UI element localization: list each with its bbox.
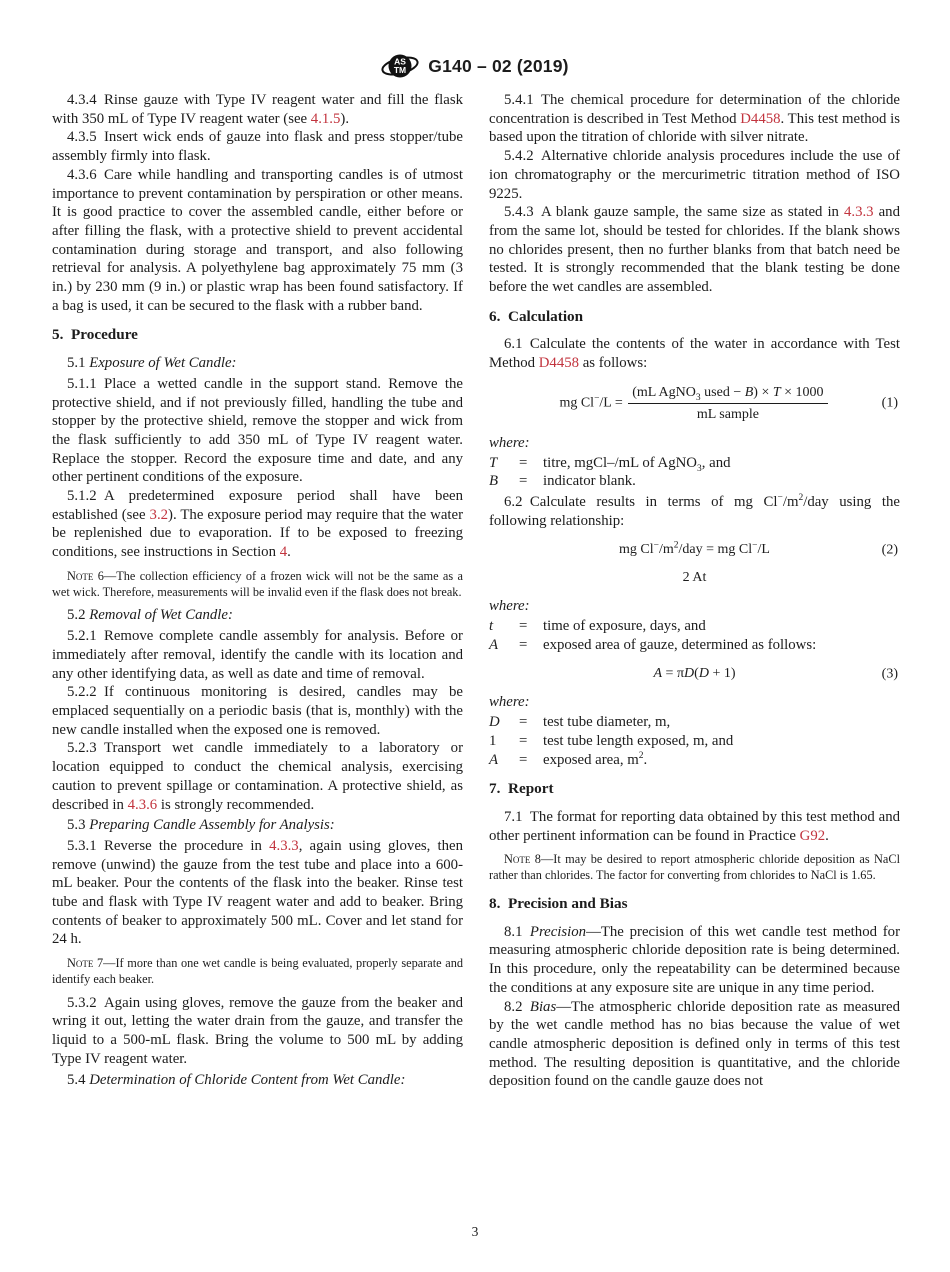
text-segment: /L = (599, 395, 627, 411)
text-segment: 2 (638, 750, 644, 761)
text-segment: D (489, 714, 500, 731)
text-segment: 5.3.1 Reverse the procedure in (67, 837, 270, 854)
paragraph (489, 998, 900, 1092)
text-segment: A (653, 666, 663, 682)
text-segment: 3 (697, 463, 702, 474)
text-segment: Preparing Candle Assembly for Analysis: (89, 817, 335, 834)
paragraph (52, 128, 463, 165)
paragraph (52, 166, 463, 316)
paragraph (52, 739, 463, 814)
text-segment: Note 6— (67, 568, 117, 583)
text-segment: A (489, 751, 499, 768)
paragraph (489, 923, 900, 998)
equals-sign: = (519, 636, 528, 653)
text-segment: 6.2 Calculate results in terms of mg Cl (504, 493, 778, 510)
text-segment: D (684, 666, 695, 682)
paragraph (52, 994, 463, 1069)
text-segment: Determination of Chloride Content from Wet Candle: (89, 1071, 406, 1088)
equals-sign: = (519, 454, 528, 471)
cross-reference-link[interactable]: 4.1.5 (310, 110, 341, 127)
paragraph (52, 816, 463, 835)
text-segment: 5.1.1 Place a wetted candle in the support stand. Remove the protective shield, and if not previously filled, handling the tube and stopper by the protective shield, remove the stopper and wick from the flask sufficiently to add 350 mL of Type IV reagent water. Replace the stopper. Record the exposure time and date, and any other pertinent conditions of the exposure. (52, 375, 463, 486)
note (52, 956, 463, 988)
paragraph (52, 1071, 463, 1090)
text-segment: If more than one wet candle is being evaluated, properly separate and identify each beaker. (52, 956, 463, 986)
text-segment: where: (489, 434, 530, 451)
svg-text:AS: AS (394, 56, 407, 67)
paragraph (52, 837, 463, 949)
two-column-body (52, 91, 900, 1091)
equation (489, 569, 900, 586)
section-heading: 5. Procedure (52, 326, 138, 344)
paragraph (52, 627, 463, 683)
cross-reference-link[interactable]: 3.2 (149, 506, 169, 523)
text-segment: 4.3.4 Rinse gauze with Type IV reagent water and fill the flask with 350 mL of Type IV reagent water (see (52, 92, 463, 127)
text-segment: time of exposure, days, and (543, 618, 706, 635)
paragraph (52, 91, 463, 128)
text-segment: Exposure of Wet Candle: (89, 355, 237, 372)
definition-term (489, 751, 519, 770)
text-segment: The collection efficiency of a frozen wick will not be the same as a wet wick. Therefore, measurements will be invalid even if the flask does not break. (52, 568, 463, 599)
text-segment: Bias (529, 998, 557, 1015)
paragraph (489, 203, 900, 297)
definition-list (489, 617, 900, 654)
page-number: 3 (471, 1224, 479, 1239)
note (52, 569, 463, 601)
definition-term (489, 636, 519, 655)
text-segment: × 1000 (780, 384, 824, 400)
equals-sign: = (519, 732, 528, 749)
text-segment: used − (700, 384, 745, 400)
text-segment: . (643, 751, 648, 768)
text-segment: test tube length exposed, m, and (543, 732, 734, 749)
text-segment: 7.1 The format for reporting data obtained by this test method and other pertinent information can be found in Practice (489, 808, 900, 844)
page-footer (0, 1224, 950, 1240)
text-segment: 8.2 (504, 998, 530, 1015)
text-segment: A (489, 636, 499, 653)
text-segment: B (489, 473, 499, 490)
text-segment: = π (662, 666, 685, 682)
section-heading: 7. Report (489, 780, 554, 798)
equation-body (559, 384, 829, 423)
text-segment: 8.1 (504, 923, 530, 940)
text-segment: /m (782, 493, 799, 510)
text-segment: 5.4.2 Alternative chloride analysis procedures include the use of ion chromatography or the mercurimetric titration method of ISO 9225. (489, 148, 900, 202)
text-segment: /L (757, 542, 770, 558)
text-segment: 5.2.1 Remove complete candle assembly for analysis. Before or immediately after removal, identify the candle with its location and any other identifying data, as well as date and time of removal. (52, 628, 463, 682)
text-segment: as follows: (579, 355, 648, 372)
text-segment: (mL AgNO (632, 384, 696, 400)
cross-reference-link[interactable]: G92 (799, 827, 826, 844)
equals-sign: = (519, 618, 528, 635)
equation-body (653, 665, 735, 682)
text-segment: . (287, 544, 291, 561)
paragraph (489, 147, 900, 203)
paragraph (52, 354, 463, 373)
text-segment: Note 7— (67, 956, 116, 971)
paragraph (489, 693, 900, 712)
fraction (628, 384, 827, 423)
text-segment: 2 (798, 493, 804, 504)
svg-text:TM: TM (394, 65, 407, 75)
text-segment: 2 At (682, 570, 707, 586)
astm-logo-icon (381, 50, 419, 82)
text-segment: is strongly recommended. (157, 796, 315, 813)
text-segment: − (653, 540, 659, 551)
definition-text (543, 751, 900, 770)
text-segment: /day using the following relationship: (489, 493, 900, 529)
text-segment: 4.3.6 Care while handling and transporting candles is of utmost importance to prevent contamination by perspiration or other means. It is good practice to cover the assembled candle, either before or after filling the flask, with a protective shield to prevent accidental contamination during storage and transport, and also following retrieval for analysis. A polyethylene bag approximately 75 mm (3 in.) by 230 mm (9 in.) or plastic wrap has been found satisfactory. If a bag is used, it can be secured to the flask with a rubber band. (52, 166, 463, 314)
text-segment: /m (659, 542, 674, 558)
page-header (0, 50, 950, 82)
text-segment: 5.4.3 A blank gauze sample, the same size as stated in (504, 204, 844, 221)
definition-text (543, 732, 900, 751)
text-segment: + 1) (708, 666, 736, 682)
cross-reference-link[interactable]: 4.3.3 (269, 837, 299, 854)
text-segment: 5.3 (67, 817, 90, 834)
text-segment: Removal of Wet Candle: (89, 607, 233, 624)
text-segment: 5.2.3 Transport wet candle immediately to a laboratory or location equipped to conduct the chemical analysis, exercising caution to prevent spillage or contamination. A protective shield, as described in (52, 740, 463, 813)
text-segment: B (744, 384, 754, 400)
definition-term (489, 472, 519, 491)
definition-term (489, 617, 519, 636)
definition-term (489, 732, 519, 751)
text-segment: − (752, 540, 758, 551)
text-segment: 2 (673, 540, 679, 551)
text-segment: titre, mgCl–/mL of AgNO (543, 454, 697, 471)
definition-text (543, 713, 900, 732)
paragraph (489, 335, 900, 372)
equation-body (619, 541, 770, 558)
definition-term (489, 454, 519, 473)
text-segment: . (825, 827, 829, 844)
text-segment: exposed area of gauze, determined as follows: (543, 636, 817, 653)
equals-sign: = (519, 473, 528, 490)
text-segment: where: (489, 694, 530, 711)
paragraph (489, 597, 900, 616)
definition-text (543, 454, 900, 473)
equation-number: (1) (881, 395, 898, 411)
text-segment: It may be desired to report atmospheric chloride deposition as NaCl rather than chlorides. The factor for converting from chlorides to NaCl is 1.65. (489, 852, 900, 883)
note (489, 852, 900, 884)
paragraph (52, 487, 463, 562)
text-segment: . This test method is based upon the titration of chloride with silver nitrate. (489, 110, 901, 146)
text-segment: ). (340, 110, 350, 127)
definition-text (543, 472, 900, 491)
text-segment: and from the same lot, should be tested for chlorides. If the blank shows no chlorides present, then no further blanks from that batch need be tested. It is strongly recommended that the blank testing be done before the wet candles are assembled. (489, 204, 900, 296)
text-segment: where: (489, 598, 530, 615)
right-column (489, 91, 900, 1091)
fraction-denominator (628, 403, 827, 423)
paragraph (52, 375, 463, 487)
text-segment: T (772, 384, 781, 400)
paragraph (489, 808, 900, 845)
text-segment: , again using gloves, then remove (unwind) the gauze from the test tube and place into a 600-mL beaker. Pour the contents of the flask into the beaker. Rinse test tube and flask with Type IV reagent water and add to beaker. Bring contents of beaker to approximately 500 mL. Cover and let stand for 24 h. (52, 837, 463, 948)
text-segment: 4.3.5 Insert wick ends of gauze into flask and press stopper/tube assembly firmly into flask. (52, 129, 463, 165)
fraction-numerator (628, 384, 827, 403)
cross-reference-link[interactable]: D4458 (740, 110, 781, 127)
definition-text (543, 636, 900, 655)
cross-reference-link[interactable]: 4.3.3 (843, 204, 874, 221)
section-heading: 8. Precision and Bias (489, 894, 628, 912)
text-segment: 5.2 (67, 607, 90, 624)
paragraph (52, 606, 463, 625)
equation (489, 384, 900, 423)
definition-term (489, 713, 519, 732)
text-segment: —The precision of this wet candle test method for measuring atmospheric chloride deposition rate is being determined. In this procedure, only the repeatability can be determined because the conditions at any exposure site are unique in any time period. (489, 923, 900, 996)
text-segment: mg Cl (619, 542, 654, 558)
text-segment: mg Cl (559, 395, 595, 411)
equation (489, 665, 900, 682)
cross-reference-link[interactable]: D4458 (538, 355, 580, 372)
text-segment: indicator blank. (543, 473, 636, 490)
equation (489, 541, 900, 558)
text-segment: , and (701, 454, 731, 471)
text-segment: 5.4.1 The chemical procedure for determination of the chloride concentration is described in Test Method (489, 92, 900, 127)
paragraph (489, 91, 900, 147)
text-segment: − (777, 493, 783, 504)
text-segment: t (489, 618, 494, 635)
equation-number: (3) (881, 666, 898, 682)
left-column (52, 91, 463, 1091)
text-segment: Note 8— (504, 852, 554, 867)
definition-list (489, 454, 900, 491)
equation-number: (2) (881, 542, 898, 558)
text-segment: —The atmospheric chloride deposition rate as measured by the wet candle method has no bias because the value of wet candle atmospheric deposition is defined only in terms of this test method. The resulting deposition is quantitative, and the chloride deposition found on the candle gauze does not (489, 998, 900, 1090)
text-segment: ) × (753, 384, 773, 400)
text-segment: 5.1.2 A predetermined exposure period shall have been established (see (52, 488, 463, 523)
text-segment: /day = mg Cl (678, 542, 753, 558)
cross-reference-link[interactable]: 4.3.6 (127, 796, 158, 813)
text-segment: 6.1 Calculate the contents of the water in accordance with Test Method (489, 336, 900, 372)
text-segment: 3 (695, 392, 701, 403)
paragraph (52, 683, 463, 739)
text-segment: Precision (529, 923, 587, 940)
text-segment: D (698, 666, 709, 682)
text-segment: mL sample (696, 406, 759, 422)
text-segment: exposed area, m (543, 751, 639, 768)
paragraph (489, 434, 900, 453)
text-segment: ). The exposure period may require that the water be replenished due to evaporation. If to be exposed to freezing conditions, see instructions in Section (52, 506, 464, 561)
equals-sign: = (519, 714, 528, 731)
text-segment: 1 (489, 732, 497, 749)
text-segment: 5.1 (67, 355, 90, 372)
text-segment: ( (694, 666, 699, 682)
text-segment: test tube diameter, m, (543, 714, 671, 731)
definition-text (543, 617, 900, 636)
equals-sign: = (519, 751, 528, 768)
document-title: G140 – 02 (2019) (428, 55, 569, 76)
paragraph (489, 493, 900, 530)
section-heading: 6. Calculation (489, 307, 584, 325)
text-segment: 5.4 (67, 1071, 90, 1088)
text-segment: − (594, 393, 600, 404)
equation-body (683, 569, 707, 586)
definition-list (489, 713, 900, 769)
text-segment: 5.2.2 If continuous monitoring is desired, candles may be emplaced sequentially on a periodic basis (that is, monthly) with the new candle installed when the exposed one is removed. (52, 684, 463, 738)
text-segment: T (489, 454, 498, 471)
cross-reference-link[interactable]: 4 (279, 544, 288, 561)
text-segment: 5.3.2 Again using gloves, remove the gauze from the beaker and wring it out, letting the water drain from the gauze, and transfer the liquid to a 500-mL flask. Bring the volume to 500 mL by adding Type IV reagent water. (52, 994, 463, 1067)
